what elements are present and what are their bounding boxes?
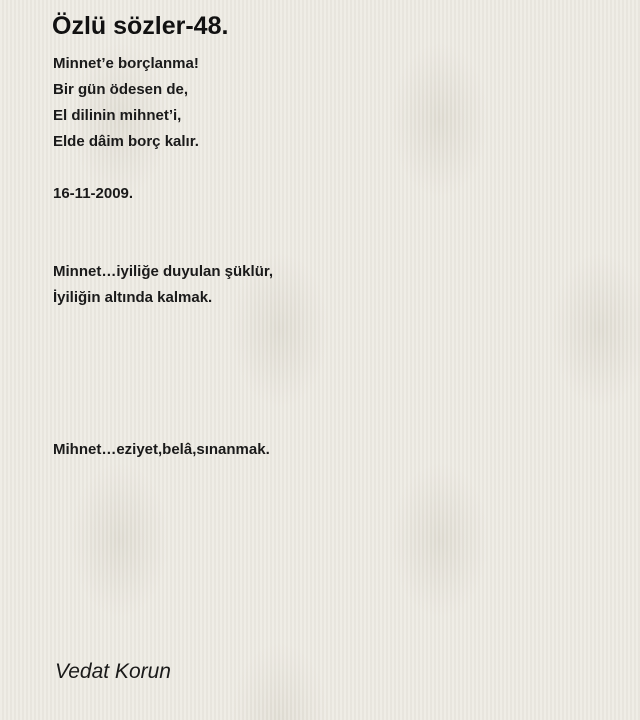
poem-date: 16-11-2009. bbox=[53, 185, 134, 202]
poem-line: Minnet…iyiliğe duyulan şüklür, bbox=[53, 263, 274, 280]
poem-line: Mihnet…eziyet,belâ,sınanmak. bbox=[53, 441, 270, 458]
poem-line: Elde dâim borç kalır. bbox=[53, 133, 199, 150]
poem-line: El dilinin mihnet’i, bbox=[53, 107, 182, 124]
poem-title: Özlü sözler-48. bbox=[52, 12, 229, 40]
author-signature: Vedat Korun bbox=[55, 660, 171, 683]
poem-line: Bir gün ödesen de, bbox=[53, 81, 189, 98]
poem-line: İyiliğin altında kalmak. bbox=[53, 289, 213, 306]
poem-line: Minnet’e borçlanma! bbox=[53, 55, 199, 72]
